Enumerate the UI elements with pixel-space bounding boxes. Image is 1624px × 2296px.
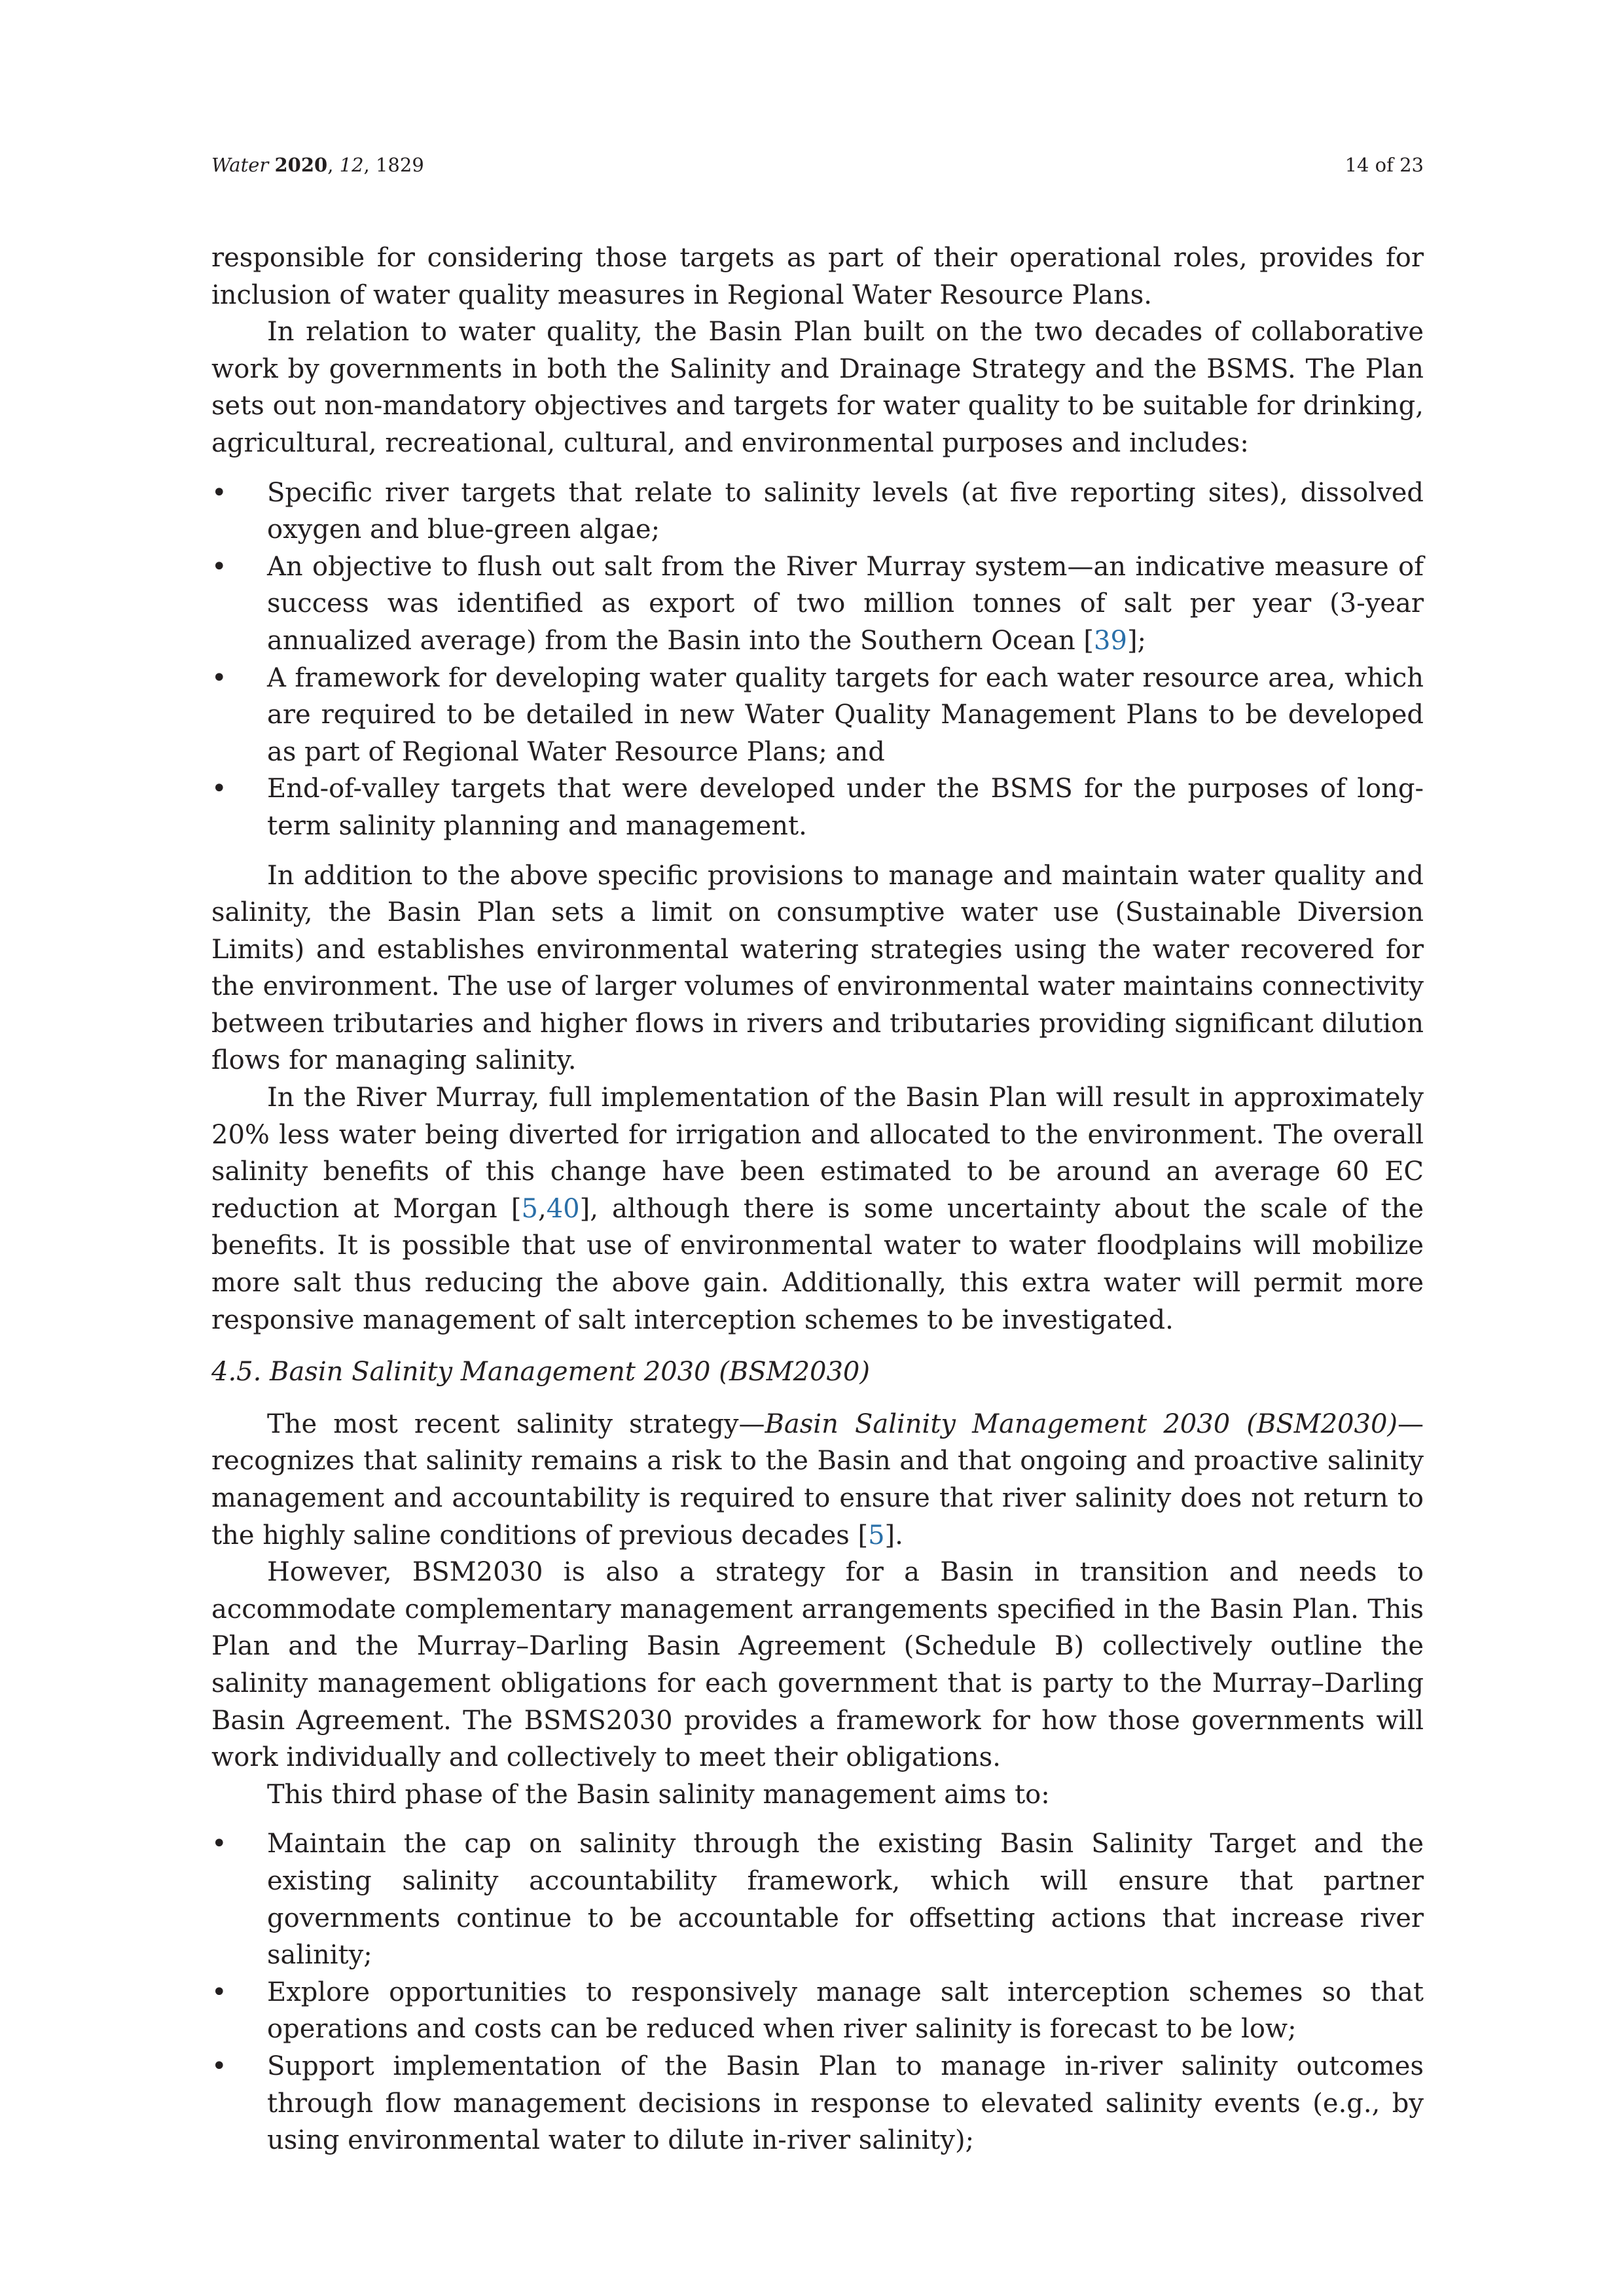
paragraph-third-phase: This third phase of the Basin salinity management aims to:: [267, 1779, 1050, 1810]
paragraph-additional-provisions: In addition to the above specific provisions to manage and maintain water quality and salinity, the Basin Plan sets a limit on consumptive water use (Sustainable Diversion Limits) and establishes environmental watering strategies using the water recovered for the environment. The use of larger volumes of environmental water maintains connectivity between tributaries and higher flows in rivers and tributaries providing significant dilution flows for managing salinity.: [211, 860, 1424, 1076]
citation-link[interactable]: 5: [868, 1520, 885, 1551]
bullet-icon: •: [211, 2051, 227, 2081]
section-heading: 4.5. Basin Salinity Management 2030 (BSM2030): [211, 1357, 870, 1388]
paragraph-bsm2030-transition: However, BSM2030 is also a strategy for a Basin in transition and needs to accommodate complementary management arrangements specified in the Basin Plan. This Plan and the Murray–Darling Basin Agreement (Schedule B) collectively outline the salinity management obligations for each government that is party to the Murray–Darling Basin Agreement. The BSMS2030 provides a framework for how those governments will work individually and collectively to meet their obligations.: [211, 1557, 1424, 1773]
bullet-icon: •: [211, 1829, 227, 1859]
list-item: • Support implementation of the Basin Plan to manage in-river salinity outcomes through flow management decisions in response to elevated salinity events (e.g., by using environmental water to dilute in-river salinity);: [211, 2048, 1424, 2159]
journal-volume: 12: [339, 154, 364, 176]
citation-link[interactable]: 39: [1094, 625, 1127, 656]
list-item: • Maintain the cap on salinity through the existing Basin Salinity Target and the existing salinity accountability framework, which will ensure that partner governments continue to be accountable for offsetting actions that increase river salinity;: [211, 1825, 1424, 1973]
list-item: • Specific river targets that relate to salinity levels (at five reporting sites), dissolved oxygen and blue-green algae;: [211, 475, 1424, 548]
list-item: • End-of-valley targets that were developed under the BSMS for the purposes of long-term salinity planning and management.: [211, 770, 1424, 844]
bullet-icon: •: [211, 662, 227, 693]
strategy-name: Basin Salinity Management 2030 (BSM2030): [765, 1408, 1398, 1439]
article-body: [211, 240, 1424, 2172]
bullet-icon: •: [211, 477, 227, 508]
paragraph-bsm2030-intro: The most recent salinity strategy—Basin Salinity Management 2030 (BSM2030)—recognizes that salinity remains a risk to the Basin and that ongoing and proactive salinity management and accountability is required to ensure that river salinity does not return to the highly saline conditions of previous decades [5].: [211, 1408, 1424, 1551]
citation-link[interactable]: 40: [546, 1193, 580, 1224]
paragraph-water-quality: In relation to water quality, the Basin Plan built on the two decades of collaborative work by governments in both the Salinity and Drainage Strategy and the BSMS. The Plan sets out non-mandatory objectives and targets for water quality to be suitable for drinking, agricultural, recreational, cultural, and environmental purposes and includes:: [211, 317, 1424, 458]
bullet-icon: •: [211, 774, 227, 804]
bullet-icon: •: [211, 1977, 227, 2007]
page-number: 14 of 23: [1344, 154, 1424, 176]
list-item: • A framework for developing water quality targets for each water resource area, which are required to be detailed in new Water Quality Management Plans to be developed as part of Regional Water Resource Plans; and: [211, 660, 1424, 771]
running-header: [211, 151, 1424, 179]
bullet-icon: •: [211, 551, 227, 582]
article-number: 1829: [375, 154, 424, 176]
paragraph-continuation: responsible for considering those targets as part of their operational roles, provides for inclusion of water quality measures in Regional Water Resource Plans.: [211, 243, 1424, 310]
paragraph-river-murray: In the River Murray, full implementation of the Basin Plan will result in approximately 20% less water being diverted for irrigation and allocated to the environment. The overall salinity benefits of this change have been estimated to be around an average 60 EC reduction at Morgan [5,40], although there is some uncertainty about the scale of the benefits. It is possible that use of environmental water to water floodplains will mobilize more salt thus reducing the above gain. Additionally, this extra water will permit more responsive management of salt interception schemes to be investigated.: [211, 1083, 1424, 1335]
journal-year: 2020: [274, 154, 328, 176]
list-item: • An objective to flush out salt from the River Murray system—an indicative measure of success was identified as export of two million tonnes of salt per year (3-year annualized average) from the Basin into the Southern Ocean [39];: [211, 548, 1424, 660]
citation-link[interactable]: 5: [521, 1193, 538, 1224]
aims-list: [211, 1825, 1424, 2159]
journal-citation: Water 2020, 12, 1829: [211, 154, 424, 176]
journal-name: Water: [211, 154, 269, 176]
water-quality-list: [211, 475, 1424, 845]
list-item: • Explore opportunities to responsively manage salt interception schemes so that operations and costs can be reduced when river salinity is forecast to be low;: [211, 1974, 1424, 2048]
